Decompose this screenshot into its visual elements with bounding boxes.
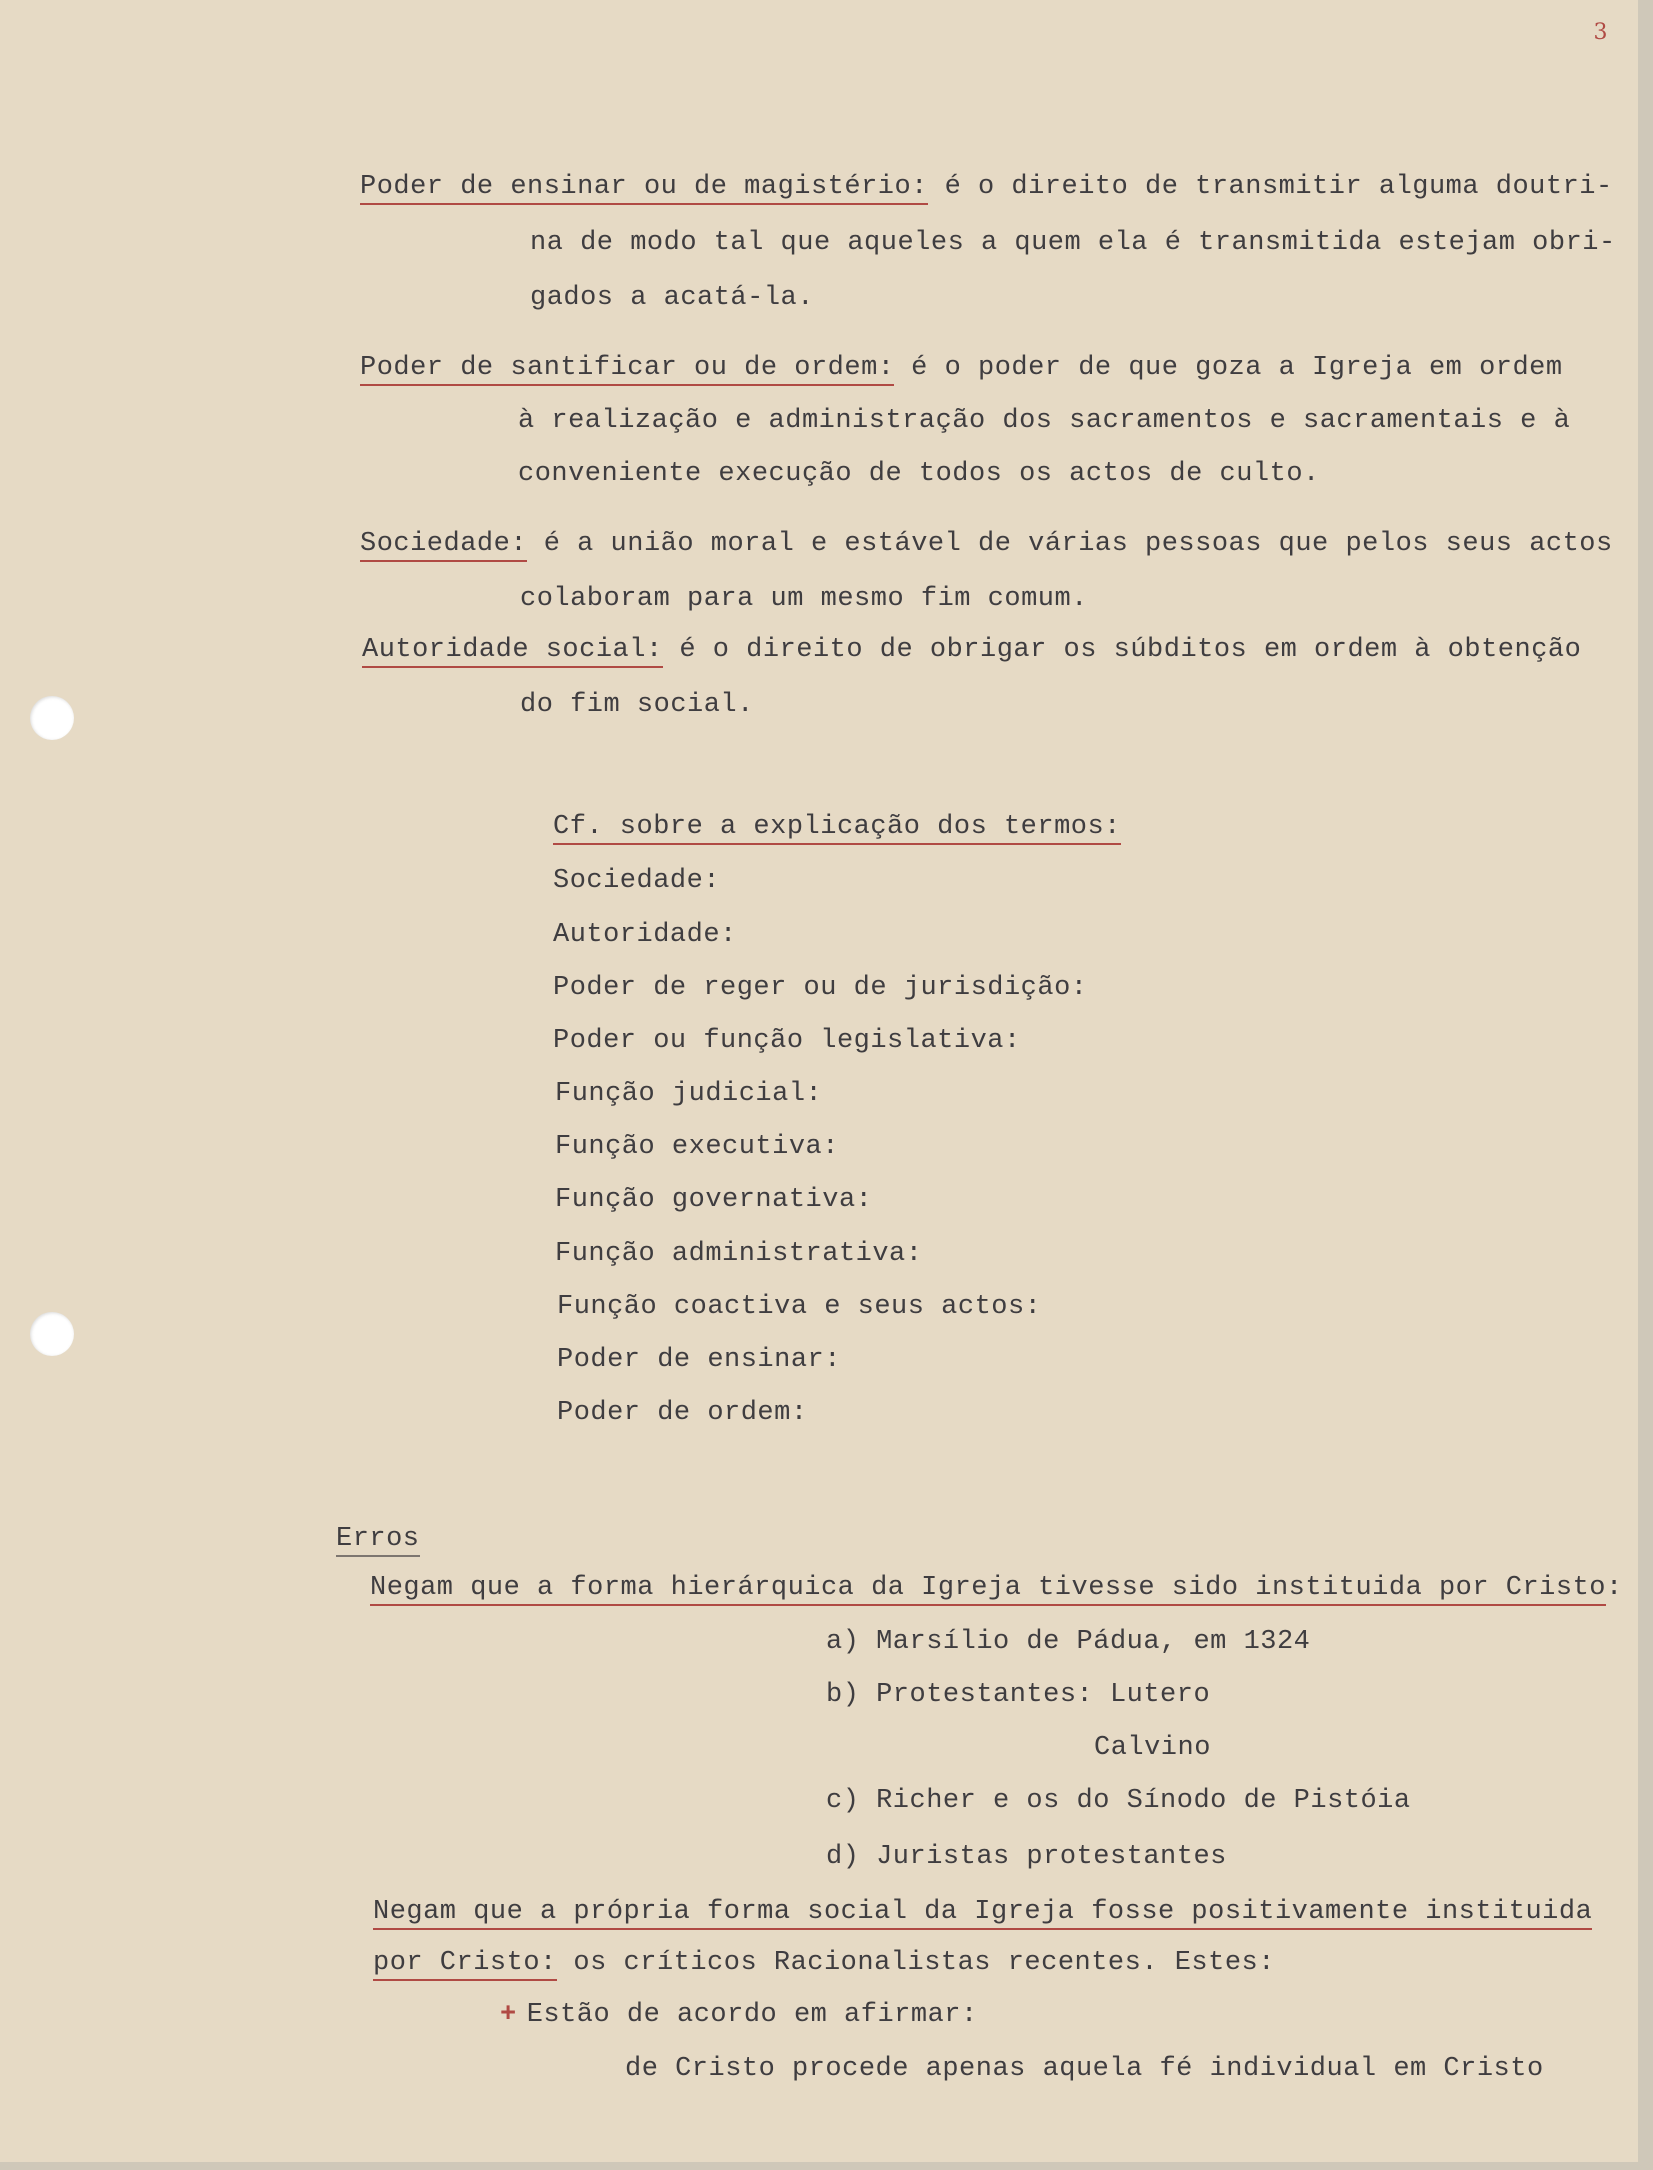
definition-4-term: Autoridade social:	[362, 635, 663, 668]
definition-1-term: Poder de ensinar ou de magistério:	[360, 172, 928, 205]
definition-3-line-1	[360, 527, 1613, 561]
definition-1-line-2: na de modo tal que aqueles a quem ela é transmitida estejam obri-	[530, 228, 1616, 258]
erros-group-1-item: a) Marsílio de Pádua, em 1324	[826, 1627, 1311, 1657]
erros-group-2-heading-line-2	[373, 1946, 1275, 1980]
erros-group-2-heading-1: Negam que a própria forma social da Igreja fosse positivamente instituida	[373, 1897, 1592, 1930]
erros-group-2-heading-line-1	[373, 1895, 1592, 1929]
definition-3-line-2: colaboram para um mesmo fim comum.	[520, 584, 1088, 614]
definition-3-term: Sociedade:	[360, 529, 527, 562]
cf-item: Poder de ordem:	[557, 1398, 808, 1428]
plus-icon: +	[500, 2000, 517, 2030]
erros-group-1-heading: Negam que a forma hierárquica da Igreja tivesse sido instituida por Cristo	[370, 1573, 1606, 1606]
definition-3-text-1: é a união moral e estável de várias pessoas que pelos seus actos	[527, 529, 1613, 559]
definition-4-line-2: do fim social.	[520, 690, 754, 720]
cf-item: Função administrativa:	[555, 1239, 923, 1269]
erros-sub-heading-line	[500, 1998, 978, 2032]
erros-heading-line	[336, 1522, 420, 1556]
definition-4-line-1	[362, 633, 1581, 667]
erros-group-1-item: b) Protestantes: Lutero	[826, 1680, 1211, 1710]
cf-item: Poder de ensinar:	[557, 1345, 841, 1375]
page-number: 3	[1593, 20, 1608, 45]
cf-item: Função judicial:	[555, 1079, 823, 1109]
definition-1-line-3: gados a acatá-la.	[530, 283, 814, 313]
punch-hole-bottom	[30, 1312, 74, 1356]
definition-2-text-1: é o poder de que goza a Igreja em ordem	[894, 353, 1563, 383]
definition-1-line-1	[360, 170, 1613, 204]
erros-heading: Erros	[336, 1524, 420, 1557]
erros-group-1-item: c) Richer e os do Sínodo de Pistóia	[826, 1786, 1411, 1816]
erros-group-1-heading-line	[370, 1571, 1623, 1605]
cf-item: Função executiva:	[555, 1132, 839, 1162]
erros-group-1-item: d) Juristas protestantes	[826, 1842, 1227, 1872]
cf-heading: Cf. sobre a explicação dos termos:	[553, 812, 1121, 845]
erros-sub-text: de Cristo procede apenas aquela fé individual em Cristo	[625, 2054, 1544, 2084]
definition-2-term: Poder de santificar ou de ordem:	[360, 353, 894, 386]
erros-group-2-rest: os críticos Racionalistas recentes. Estes:	[556, 1948, 1275, 1978]
definition-2-line-3: conveniente execução de todos os actos de culto.	[518, 459, 1320, 489]
definition-1-text-1: é o direito de transmitir alguma doutri-	[927, 172, 1613, 202]
definition-2-line-1	[360, 351, 1563, 385]
punch-hole-top	[30, 696, 74, 740]
erros-group-1-colon: :	[1606, 1573, 1623, 1603]
cf-item: Função governativa:	[555, 1185, 873, 1215]
cf-item: Autoridade:	[553, 920, 737, 950]
definition-2-line-2: à realização e administração dos sacramentos e sacramentais e à	[518, 406, 1571, 436]
cf-item: Poder ou função legislativa:	[553, 1026, 1021, 1056]
erros-group-1-item: Calvino	[1094, 1733, 1211, 1763]
cf-item: Poder de reger ou de jurisdição:	[553, 973, 1088, 1003]
cf-item: Função coactiva e seus actos:	[557, 1292, 1042, 1322]
cf-heading-line	[553, 810, 1121, 844]
definition-4-text-1: é o direito de obrigar os súbditos em ordem à obtenção	[662, 635, 1582, 665]
cf-item: Sociedade:	[553, 866, 721, 896]
erros-sub-heading: Estão de acordo em afirmar:	[526, 2000, 978, 2030]
erros-group-2-heading-2: por Cristo:	[373, 1948, 557, 1981]
